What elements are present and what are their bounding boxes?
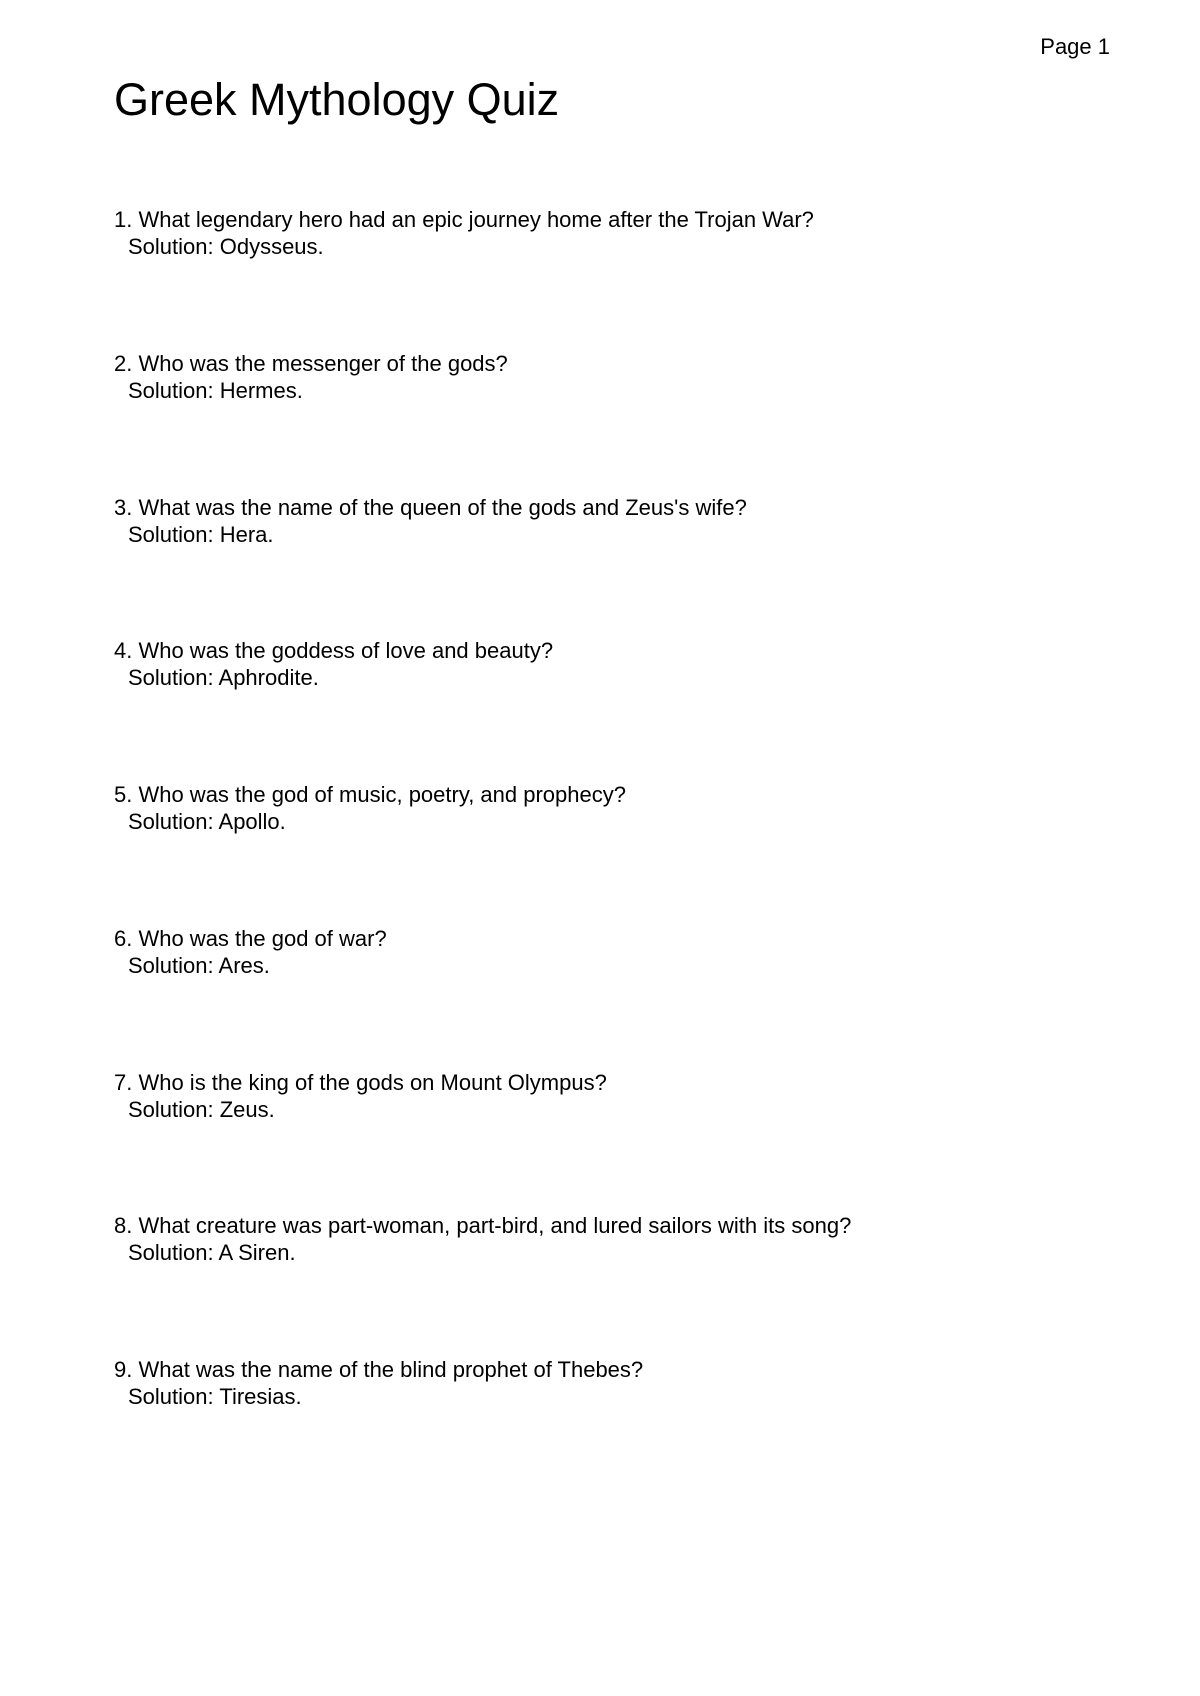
question-text: 5. Who was the god of music, poetry, and prophecy? [114,782,626,807]
question-item [114,494,851,638]
question-item [114,206,851,350]
question-text: 8. What creature was part-woman, part-bird, and lured sailors with its song? [114,1213,852,1239]
question-text: 4. Who was the goddess of love and beauty? [114,638,554,664]
page-number: Page 1 [1040,34,1110,59]
question-text: 3. What was the name of the queen of the gods and Zeus's wife? [114,494,747,520]
question-item [114,781,851,925]
solution-text: Solution: A Siren. [128,1240,296,1266]
question-text: 6. Who was the god of war? [114,925,387,951]
question-item [114,1069,851,1213]
question-item [114,925,851,1069]
question-text: 2. Who was the messenger of the gods? [114,350,508,376]
solution-text: Solution: Zeus. [128,1096,275,1122]
solution-text: Solution: Aphrodite. [128,665,319,691]
question-item [114,1356,851,1500]
question-list [114,206,851,1500]
solution-text: Solution: Ares. [128,952,270,978]
solution-text: Solution: Odysseus. [128,234,324,259]
question-text: 7. Who is the king of the gods on Mount Olympus? [114,1069,607,1095]
question-text: 9. What was the name of the blind prophet of Thebes? [114,1357,644,1382]
solution-text: Solution: Hera. [128,521,274,547]
solution-text: Solution: Tiresias. [128,1384,302,1409]
solution-text: Solution: Apollo. [128,809,286,834]
document-title: Greek Mythology Quiz [114,74,560,125]
question-item [114,637,851,781]
question-item [114,350,851,494]
question-item [114,1212,851,1356]
question-text: 1. What legendary hero had an epic journey home after the Trojan War? [114,207,814,232]
solution-text: Solution: Hermes. [128,377,303,403]
